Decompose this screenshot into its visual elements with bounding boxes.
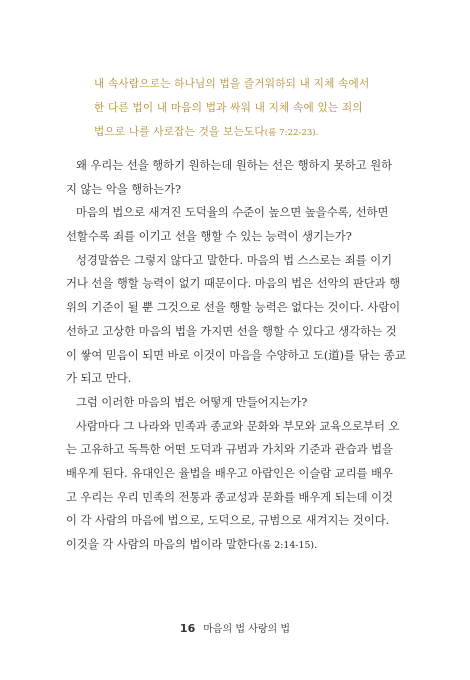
text-line: 지 않는 악을 행하는가? xyxy=(66,182,182,196)
text-line: 위의 기준이 될 뿐 그것으로 선을 행할 능력은 없다는 것이다. 사람이 xyxy=(66,301,401,315)
text-line: 선하고 고상한 마음의 법을 가지면 선을 행할 수 있다고 생각하는 것 xyxy=(66,324,397,338)
text-line: 그럼 이러한 마음의 법은 어떻게 만들어지는가? xyxy=(76,395,308,409)
text-line: 성경말씀은 그렇지 않다고 말한다. 마음의 법 스스로는 죄를 이기 xyxy=(76,253,393,267)
text-line: 고 우리는 우리 민족의 전통과 종교성과 문화를 배우게 되는데 이것 xyxy=(66,490,393,504)
page-number: 16 xyxy=(179,622,196,635)
body-text xyxy=(66,154,426,557)
text-line: 사람마다 그 나라와 민족과 종교와 문화와 부모와 교육으로부터 오 xyxy=(76,419,400,433)
text-line xyxy=(66,533,426,557)
page-footer xyxy=(0,620,470,635)
quote-reference: (롬 7:22-23). xyxy=(264,128,319,138)
text-line: 배우게 된다. 유대인은 율법을 배우고 아랍인은 이슬람 교리를 배우 xyxy=(66,466,393,480)
book-title: 마음의 법 사랑의 법 xyxy=(203,624,291,635)
scripture-reference: (롬 2:14-15). xyxy=(258,540,318,551)
text-line-content: 이것을 각 사람의 마음의 법이라 말한다 xyxy=(66,538,259,551)
scripture-quote xyxy=(94,72,424,144)
text-line: 는 고유하고 독특한 어떤 도덕과 규범과 가치와 기준과 관습과 법을 xyxy=(66,443,393,457)
quote-line: 내 속사람으로는 하나님의 법을 즐거워하되 내 지체 속에서 xyxy=(94,78,370,90)
text-line: 이 각 사람의 마음에 법으로, 도덕으로, 규범으로 새겨지는 것이다. xyxy=(66,514,390,528)
text-line: 선할수록 죄를 이기고 선을 행할 수 있는 능력이 생기는가? xyxy=(66,230,352,244)
quote-line-text: 법으로 나를 사로잡는 것을 보는도다 xyxy=(94,126,265,138)
text-line: 거나 선을 행할 능력이 없기 때문이다. 마음의 법은 선악의 판단과 행 xyxy=(66,277,401,291)
text-line: 왜 우리는 선을 행하기 원하는데 원하는 선은 행하지 못하고 원하 xyxy=(76,159,393,172)
text-line: 마음의 법으로 새겨진 도덕율의 수준이 높으면 높을수록, 선하면 xyxy=(76,206,389,220)
text-line: 가 되고 만다. xyxy=(66,372,132,386)
quote-line xyxy=(94,120,424,144)
quote-line: 한 다른 법이 내 마음의 법과 싸워 내 지체 속에 있는 죄의 xyxy=(94,102,363,114)
text-line: 이 쌓여 믿음이 되면 바로 이것이 마음을 수양하고 도(道)를 닦는 종교 xyxy=(66,348,406,362)
